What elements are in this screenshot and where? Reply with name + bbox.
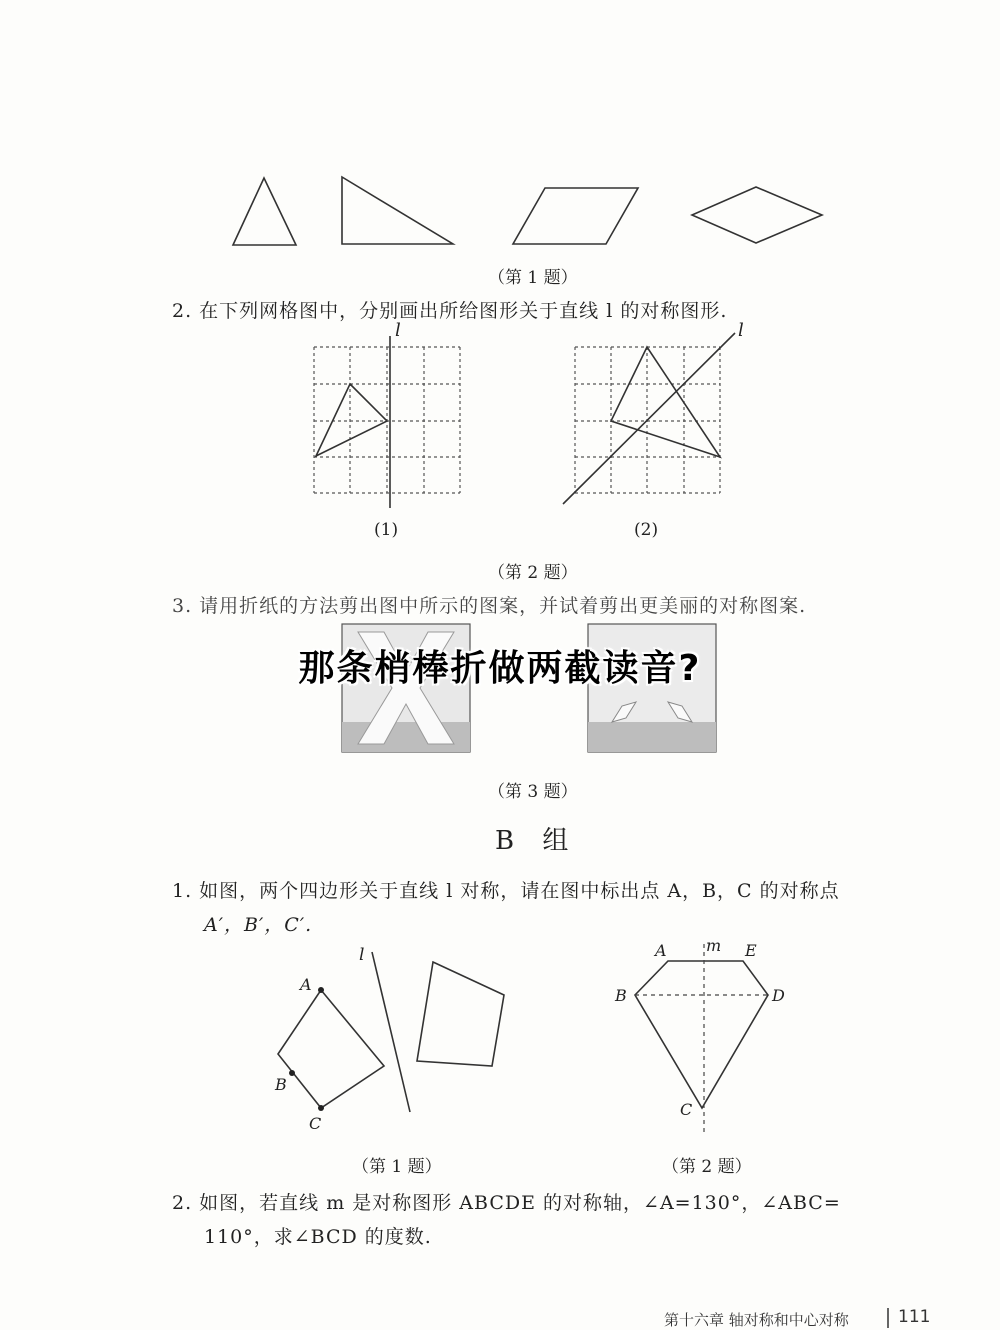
caption-q1: （第 1 题）: [488, 268, 578, 288]
question-3: 3. 请用折纸的方法剪出图中所示的图案，并试着剪出更美丽的对称图案.: [172, 595, 807, 617]
label-C: C: [309, 1114, 322, 1133]
point-C: [318, 1105, 324, 1111]
caption-b2: （第 2 题）: [662, 1157, 752, 1177]
caption-q2: （第 2 题）: [488, 563, 578, 583]
label-E: E: [745, 941, 757, 960]
point-B: [289, 1070, 295, 1076]
label-B: B: [275, 1075, 287, 1094]
caption-q3: （第 3 题）: [488, 782, 578, 802]
parallelogram: [513, 188, 638, 244]
caption-sub-1: (1): [374, 520, 399, 540]
question-b2-line2: 110°，求∠BCD 的度数.: [204, 1226, 432, 1248]
axis-l-2: [563, 333, 735, 504]
footer-page-number: 111: [898, 1307, 931, 1327]
section-b-title: B 组: [495, 826, 579, 856]
pentagon-ABCDE: [635, 961, 768, 1108]
question-2: 2. 在下列网格图中，分别画出所给图形关于直线 l 的对称图形.: [172, 300, 728, 322]
caption-sub-2: (2): [634, 520, 659, 540]
label-B-b2: B: [615, 986, 627, 1005]
triangle-isosceles: [233, 178, 296, 245]
label-m: m: [706, 936, 722, 955]
label-A: A: [300, 975, 312, 994]
question-b2-line1: 2. 如图，若直线 m 是对称图形 ABCDE 的对称轴，∠A=130°，∠ABC=: [172, 1192, 841, 1214]
triangle-grid-1: [316, 384, 387, 456]
point-A: [318, 987, 324, 993]
overlay-title: 那条梢棒折做两截读音?: [298, 648, 702, 689]
rhombus: [692, 187, 822, 243]
label-l-1: l: [395, 320, 401, 341]
label-A-b2: A: [655, 941, 667, 960]
footer-chapter: 第十六章 轴对称和中心对称: [664, 1311, 849, 1329]
caption-b1: （第 1 题）: [352, 1157, 442, 1177]
quad-right: [417, 962, 504, 1066]
quad-left: [278, 990, 384, 1108]
question-b1-line1: 1. 如图，两个四边形关于直线 l 对称，请在图中标出点 A，B，C 的对称点: [172, 880, 840, 902]
question-b1-line2: A′，B′，C′.: [204, 914, 313, 936]
axis-l-b1: [372, 952, 410, 1112]
label-l-b1: l: [359, 945, 365, 965]
label-D: D: [772, 986, 785, 1005]
triangle-right: [342, 177, 453, 244]
label-C-b2: C: [680, 1100, 693, 1119]
label-l-2: l: [738, 320, 744, 341]
